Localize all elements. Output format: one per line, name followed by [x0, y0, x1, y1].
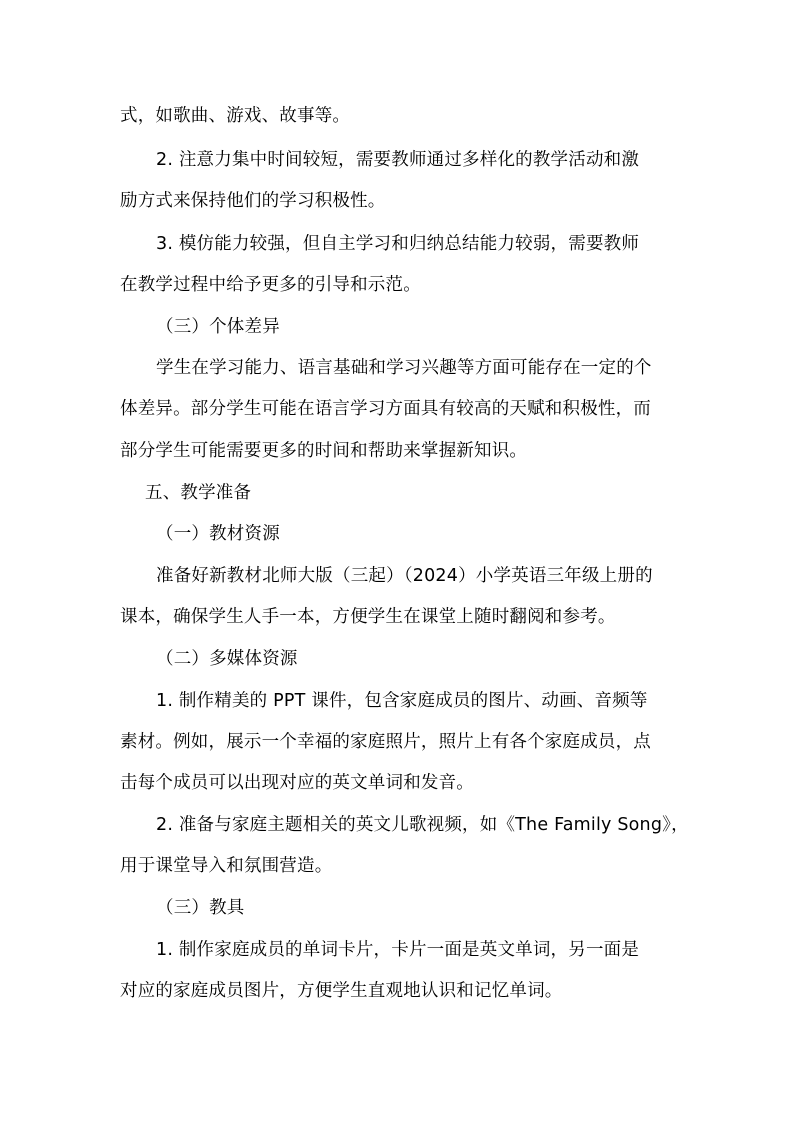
paragraph-line: 击每个成员可以出现对应的英文单词和发音。	[120, 773, 474, 793]
paragraph-line: 在教学过程中给予更多的引导和示范。	[120, 275, 421, 295]
list-item-line: 1. 制作精美的 PPT 课件，包含家庭成员的图片、动画、音频等	[156, 691, 648, 711]
paragraph-line: 准备好新教材北师大版（三起）（2024）小学英语三年级上册的	[156, 566, 653, 586]
section-heading: （二）多媒体资源	[156, 649, 298, 669]
paragraph-line: 部分学生可能需要更多的时间和帮助来掌握新知识。	[120, 441, 528, 461]
paragraph-line: 用于课堂导入和氛围营造。	[120, 856, 333, 876]
list-item-line: 2. 注意力集中时间较短，需要教师通过多样化的教学活动和激	[156, 150, 640, 170]
section-heading: （三）个体差异	[156, 317, 280, 337]
list-item-line: 1. 制作家庭成员的单词卡片，卡片一面是英文单词，另一面是	[156, 940, 640, 960]
paragraph-line: 素材。例如，展示一个幸福的家庭照片，照片上有各个家庭成员，点	[120, 732, 651, 752]
list-item-line: 3. 模仿能力较强，但自主学习和归纳总结能力较弱，需要教师	[156, 234, 640, 254]
paragraph-line: 体差异。部分学生可能在语言学习方面具有较高的天赋和积极性，而	[120, 399, 651, 419]
paragraph-line: 励方式来保持他们的学习积极性。	[120, 191, 386, 211]
chapter-heading: 五、教学准备	[145, 483, 252, 503]
list-item-line: 2. 准备与家庭主题相关的英文儿歌视频，如《The Family Song》，	[156, 815, 689, 835]
paragraph-line: 课本，确保学生人手一本，方便学生在课堂上随时翻阅和参考。	[120, 607, 616, 627]
section-heading: （三）教具	[156, 898, 245, 918]
section-heading: （一）教材资源	[156, 524, 280, 544]
paragraph-line: 学生在学习能力、语言基础和学习兴趣等方面可能存在一定的个	[156, 358, 652, 378]
paragraph-line: 对应的家庭成员图片，方便学生直观地认识和记忆单词。	[120, 981, 563, 1001]
paragraph-line: 式，如歌曲、游戏、故事等。	[120, 106, 351, 126]
